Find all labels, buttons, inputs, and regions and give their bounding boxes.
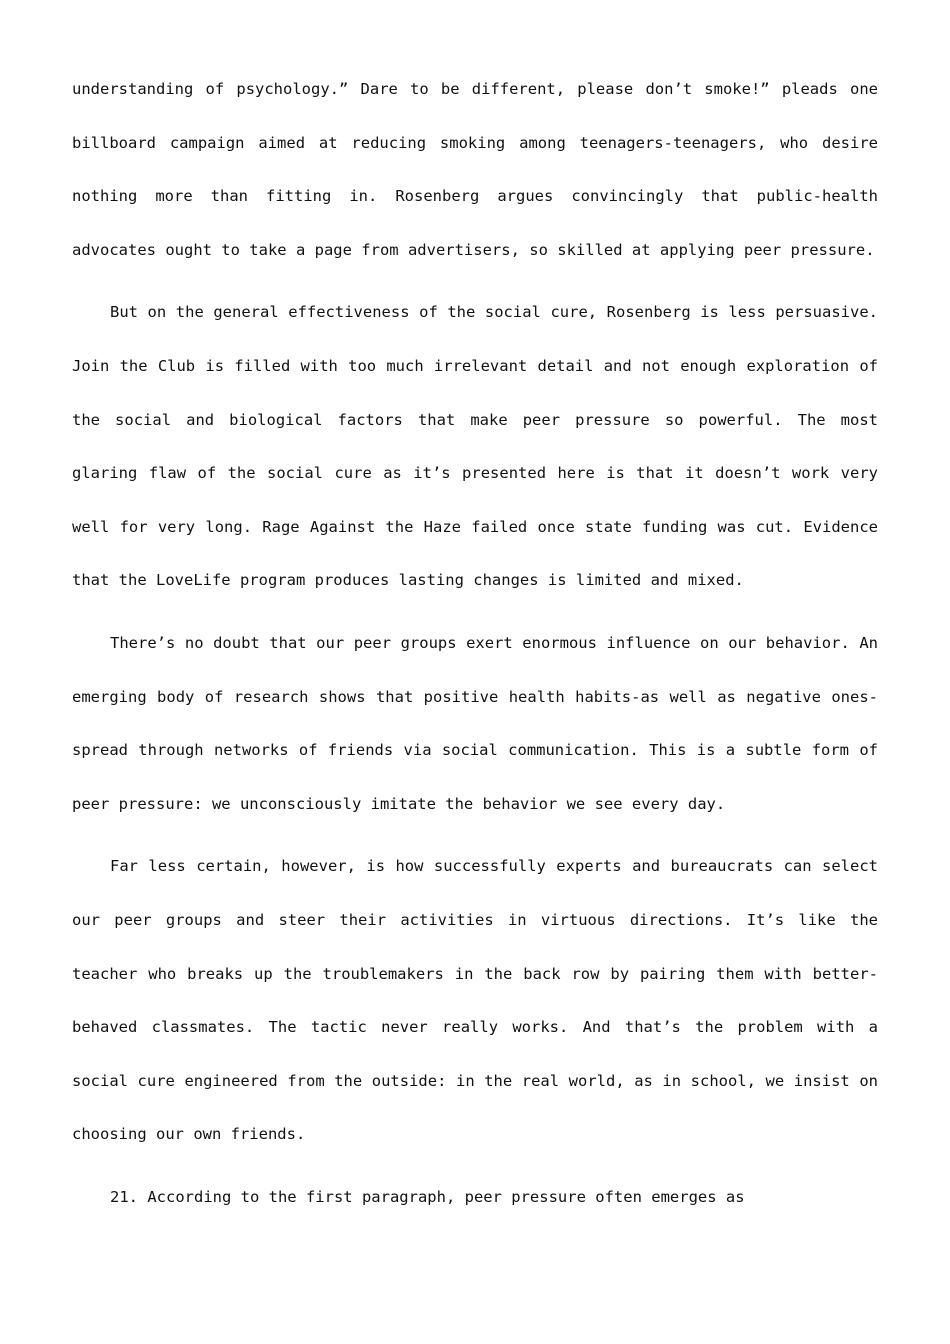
paragraph-3: There’s no doubt that our peer groups exert enormous influence on our behavior. An emerging body of research shows that positive health habits-as well as negative ones-spread through networks of friends via social communication. This is a subtle form of peer pressure: we unconsciously imitate the behavior we see every day. xyxy=(72,633,878,813)
question-21: 21. According to the first paragraph, peer pressure often emerges as xyxy=(110,1187,745,1206)
paragraph-2: But on the general effectiveness of the social cure, Rosenberg is less persuasive. Join the Club is filled with too much irrelevant detail and not enough exploration of the social and biological factors that make peer pressure so powerful. The most glaring flaw of the social cure as it’s presented here is that it doesn’t work very well for very long. Rage Against the Haze failed once state funding was cut. Evidence that the LoveLife program produces lasting changes is limited and mixed. xyxy=(72,303,878,590)
document-page xyxy=(72,63,878,1233)
paragraph-1: understanding of psychology.” Dare to be different, please don’t smoke!” pleads one billboard campaign aimed at reducing smoking among teenagers-teenagers, who desire nothing more than fitting in. Rosenberg argues convincingly that public-health advocates ought to take a page from advertisers, so skilled at applying peer pressure. xyxy=(72,80,878,259)
paragraph-4: Far less certain, however, is how successfully experts and bureaucrats can select our peer groups and steer their activities in virtuous directions. It’s like the teacher who breaks up the troublemakers in the back row by pairing them with better-behaved classmates. The tactic never really works. And that’s the problem with a social cure engineered from the outside: in the real world, as in school, we insist on choosing our own friends. xyxy=(72,857,878,1144)
